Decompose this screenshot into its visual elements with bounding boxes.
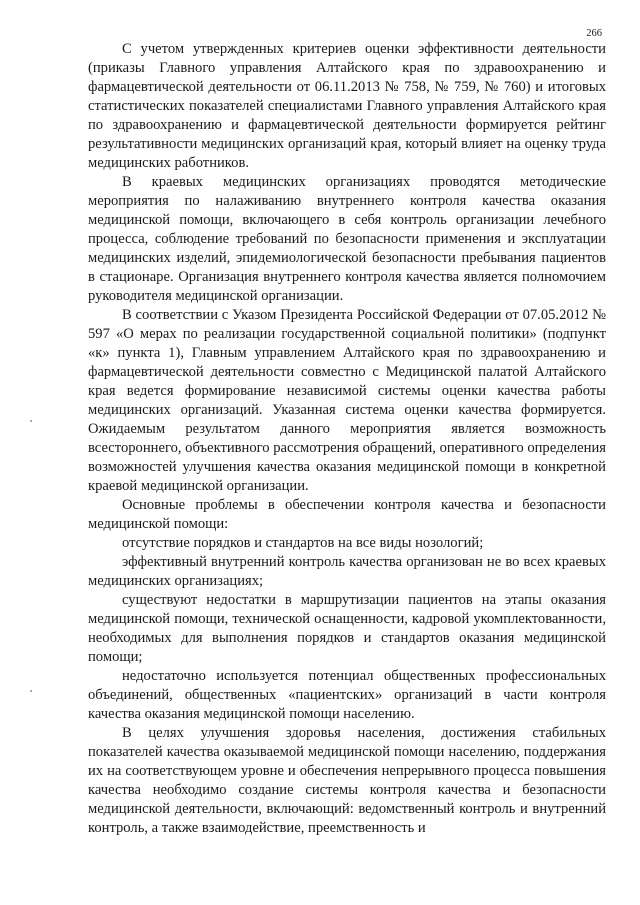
problem-item-4: недостаточно используется потенциал общественных профессиональных объединений, общественных «пациентских» организаций в части контроля качества оказания медицинской помощи населению. [88, 668, 606, 722]
page-number: 266 [586, 28, 602, 39]
problem-item-3: существуют недостатки в маршрутизации пациентов на этапы оказания медицинской помощи, технической оснащенности, кадровой укомплектованности, необходимых для выполнения порядков и стандартов оказания медицинской помощи; [88, 592, 606, 665]
margin-dot [30, 420, 32, 422]
problem-item-1: отсутствие порядков и стандартов на все виды нозологий; [122, 535, 484, 551]
margin-dot [30, 690, 32, 692]
paragraph-rating: С учетом утвержденных критериев оценки эффективности деятельности (приказы Главного управления Алтайского края по здравоохранению и фармацевтической деятельности от 06.11.2013 № 758, № 759, № 760) и итоговых статистических показателей специалистами Главного управления Алтайского края по здравоохранению и фармацевтической деятельности формируется рейтинг результативности медицинских организаций края, который влияет на оценку труда медицинских работников. [88, 41, 606, 171]
body-text [88, 40, 606, 838]
problem-item-2: эффективный внутренний контроль качества организован не во всех краевых медицинских организациях; [88, 554, 606, 589]
paragraph-internal-control: В краевых медицинских организациях проводятся методические мероприятия по налаживанию внутреннего контроля качества оказания медицинской помощи, включающего в себя контроль организации лечебного процесса, соблюдение требований по безопасности применения и эксплуатации медицинских изделий, эпидемиологической безопасности пребывания пациентов в стационаре. Организация внутреннего контроля качества является полномочием руководителя медицинской организации. [88, 174, 606, 304]
paragraph-main-problems: Основные проблемы в обеспечении контроля качества и безопасности медицинской помощи: [88, 497, 606, 532]
paragraph-independent-assessment: В соответствии с Указом Президента Российской Федерации от 07.05.2012 № 597 «О мерах по реализации государственной социальной политики» (подпункт «к» пункта 1), Главным управлением Алтайского края по здравоохранению и фармацевтической деятельности совместно с Медицинской палатой Алтайского края ведется формирование независимой системы оценки качества работы медицинских организаций. Указанная система оценки качества формируется. Ожидаемым результатом данного мероприятия является возможность всестороннего, объективного рассмотрения обращений, оперативного определения возможностей улучшения качества оказания медицинской помощи в конкретной краевой медицинской организации. [88, 307, 606, 494]
paragraph-goals: В целях улучшения здоровья населения, достижения стабильных показателей качества оказываемой медицинской помощи населению, поддержания их на соответствующем уровне и обеспечения непрерывного процесса повышения качества необходимо создание системы контроля качества и безопасности медицинской деятельности, включающий: ведомственный контроль и внутренний контроль, а также взаимодействие, преемственность и [88, 725, 606, 836]
